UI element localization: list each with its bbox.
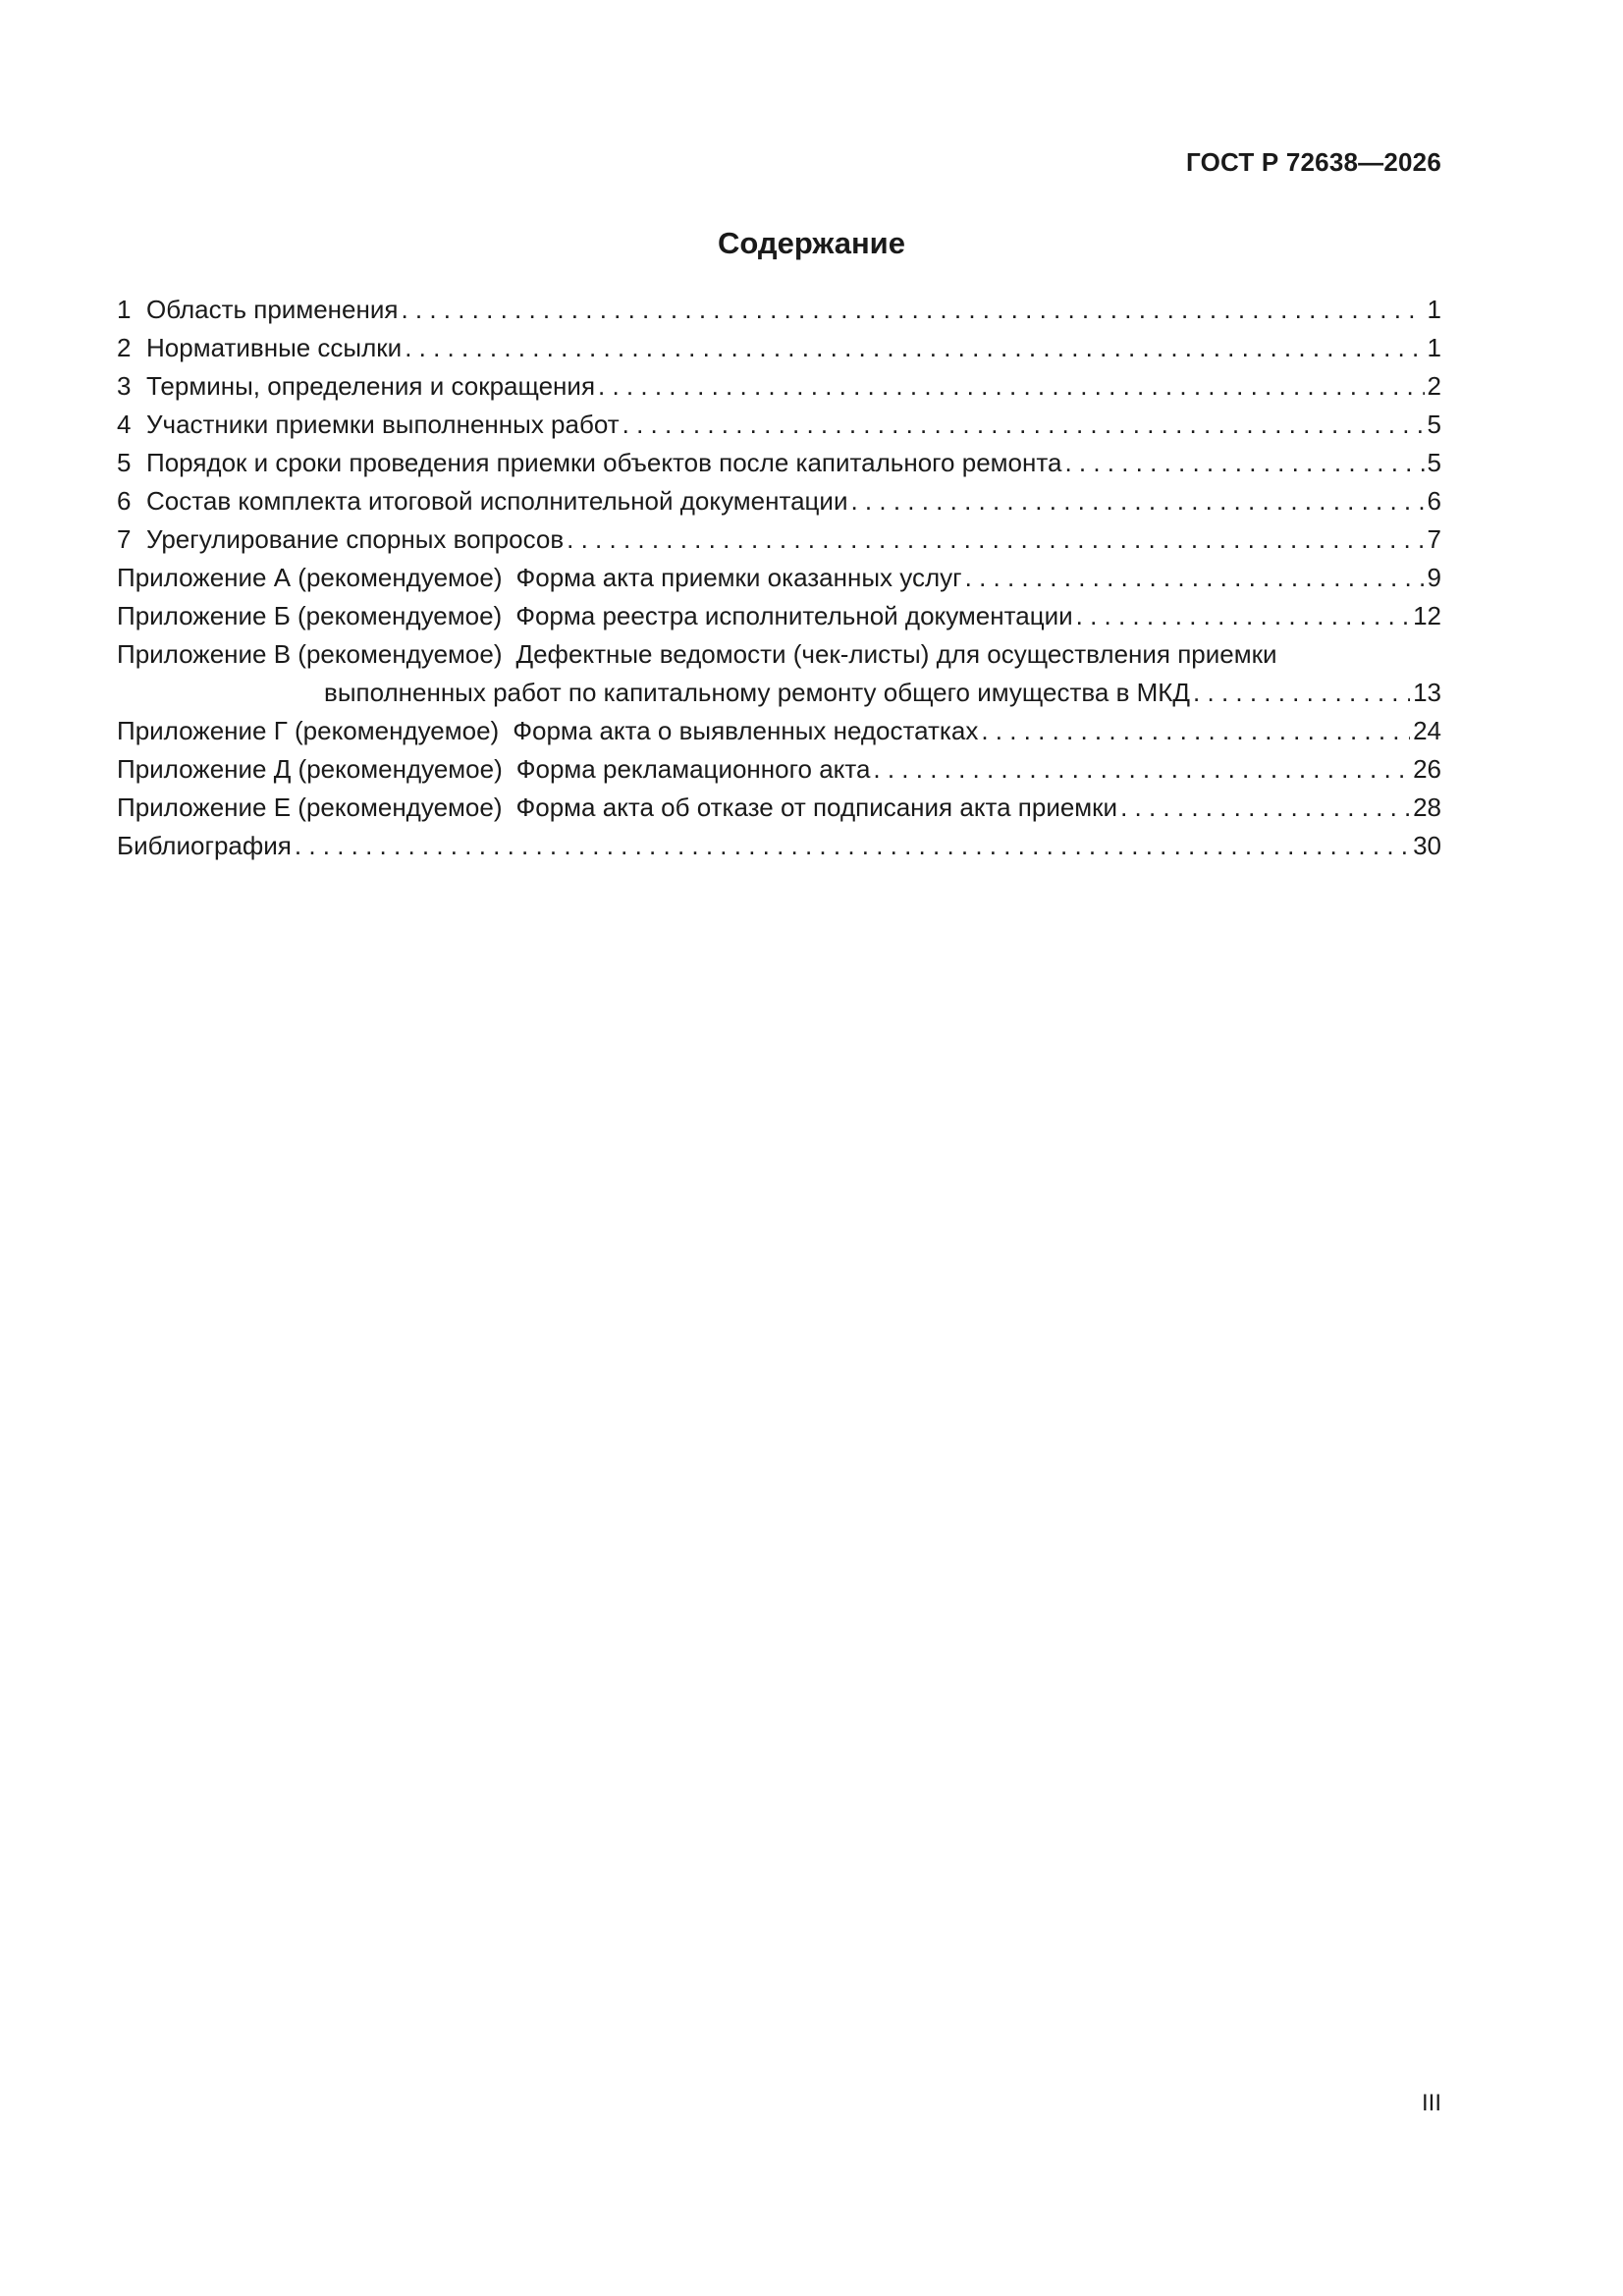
appendix-title: Дефектные ведомости (чек-листы) для осуществления приемки [515, 639, 1277, 669]
appendix-prefix: Приложение Д (рекомендуемое) [117, 754, 503, 784]
page-number: III [1421, 2090, 1441, 2116]
toc-item[interactable] [117, 520, 1441, 559]
appendix-title: Форма акта об отказе от подписания акта приемки [515, 793, 1118, 822]
appendix-title-continuation: выполненных работ по капитальному ремонту общего имущества в МКД [324, 678, 1191, 707]
toc-item-number: 3 [117, 371, 132, 401]
toc-item[interactable] [117, 291, 1441, 329]
toc-item-title: Состав комплекта итоговой исполнительной документации [146, 486, 848, 516]
document-code: ГОСТ Р 72638—2026 [1186, 147, 1441, 177]
toc-item[interactable] [117, 367, 1441, 406]
toc-item-page: 7 [1427, 524, 1441, 554]
dot-leader [401, 291, 1424, 329]
toc-item-page: 6 [1427, 486, 1441, 516]
toc-item-title: Порядок и сроки проведения приемки объектов после капитального ремонта [146, 448, 1062, 477]
dot-leader [1064, 444, 1424, 482]
toc-item[interactable] [117, 482, 1441, 520]
bibliography-title: Библиография [117, 831, 292, 860]
toc-item-number: 1 [117, 295, 132, 324]
toc-item-number: 4 [117, 410, 132, 439]
toc-item-title: Нормативные ссылки [146, 333, 403, 362]
toc-appendix-continuation[interactable] [117, 674, 1441, 712]
appendix-page: 26 [1413, 754, 1441, 784]
toc-appendix[interactable] [117, 712, 1441, 750]
appendix-prefix: Приложение Г (рекомендуемое) [117, 716, 500, 745]
toc-item-title: Область применения [146, 295, 399, 324]
appendix-page: 12 [1413, 601, 1441, 630]
toc-item-page: 5 [1427, 410, 1441, 439]
toc-bibliography[interactable] [117, 827, 1441, 865]
toc-item[interactable] [117, 406, 1441, 444]
appendix-page: 13 [1413, 678, 1441, 707]
toc-item-page: 5 [1427, 448, 1441, 477]
toc-item-number: 5 [117, 448, 132, 477]
appendix-prefix: Приложение В (рекомендуемое) [117, 639, 503, 669]
table-of-contents [117, 291, 1441, 865]
toc-appendix[interactable] [117, 635, 1441, 674]
toc-item-number: 2 [117, 333, 132, 362]
appendix-page: 9 [1427, 563, 1441, 592]
appendix-page: 28 [1413, 793, 1441, 822]
toc-item-title: Участники приемки выполненных работ [146, 410, 620, 439]
toc-appendix[interactable] [117, 559, 1441, 597]
dot-leader [598, 367, 1425, 406]
appendix-prefix: Приложение Е (рекомендуемое) [117, 793, 503, 822]
toc-appendix[interactable] [117, 789, 1441, 827]
bibliography-page: 30 [1413, 831, 1441, 860]
toc-item-number: 6 [117, 486, 132, 516]
appendix-title: Форма акта приемки оказанных услуг [515, 563, 962, 592]
dot-leader [873, 750, 1410, 789]
dot-leader [1120, 789, 1410, 827]
toc-appendix[interactable] [117, 750, 1441, 789]
dot-leader [965, 559, 1425, 597]
dot-leader [622, 406, 1425, 444]
appendix-prefix: Приложение Б (рекомендуемое) [117, 601, 503, 630]
dot-leader [1076, 597, 1410, 635]
dot-leader [295, 827, 1410, 865]
dot-leader [981, 712, 1410, 750]
appendix-title: Форма рекламационного акта [515, 754, 871, 784]
toc-item-title: Урегулирование спорных вопросов [146, 524, 565, 554]
dot-leader [405, 329, 1424, 367]
toc-item-title: Термины, определения и сокращения [146, 371, 596, 401]
toc-item[interactable] [117, 329, 1441, 367]
toc-item-page: 2 [1427, 371, 1441, 401]
toc-item-number: 7 [117, 524, 132, 554]
toc-appendix[interactable] [117, 597, 1441, 635]
appendix-title: Форма реестра исполнительной документации [515, 601, 1073, 630]
appendix-prefix: Приложение А (рекомендуемое) [117, 563, 503, 592]
dot-leader [850, 482, 1424, 520]
appendix-title: Форма акта о выявленных недостатках [513, 716, 979, 745]
appendix-page: 24 [1413, 716, 1441, 745]
toc-item-page: 1 [1427, 333, 1441, 362]
toc-item[interactable] [117, 444, 1441, 482]
toc-item-page: 1 [1427, 295, 1441, 324]
dot-leader [1193, 674, 1410, 712]
dot-leader [567, 520, 1424, 559]
toc-title: Содержание [718, 226, 905, 260]
